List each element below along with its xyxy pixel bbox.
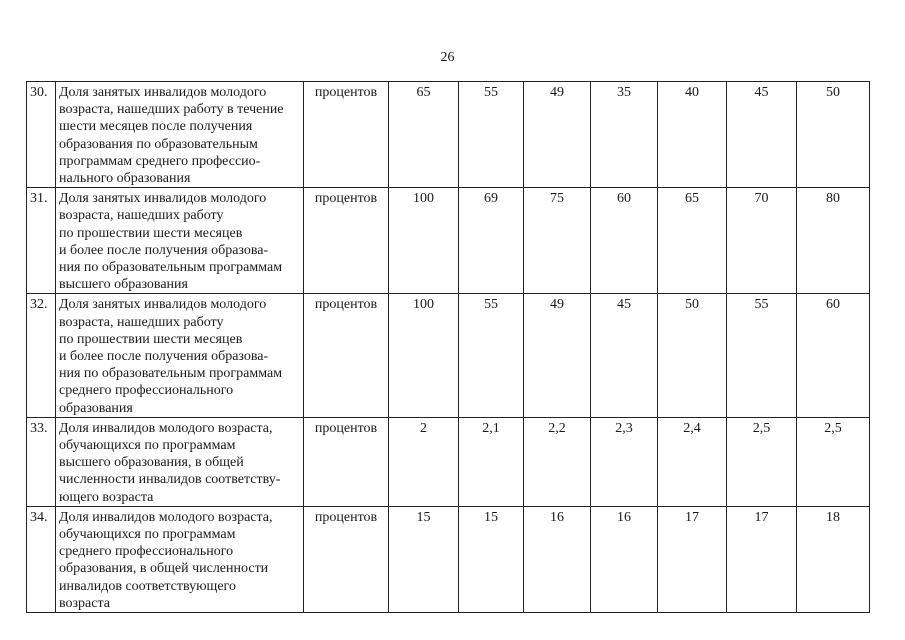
value-cell: 69	[459, 188, 524, 294]
value-cell: 2,4	[658, 417, 727, 506]
value-cell: 2,5	[797, 417, 870, 506]
value-cell: 100	[389, 294, 459, 417]
indicator-description: Доля занятых инвалидов молодого возраста, нашедших работу в течение шести месяцев после получения образования по образовательным программам среднего профессио- нального образования	[56, 82, 304, 188]
value-cell: 50	[658, 294, 727, 417]
value-cell: 16	[591, 506, 658, 612]
value-cell: 65	[658, 188, 727, 294]
value-cell: 49	[524, 82, 591, 188]
value-cell: 100	[389, 188, 459, 294]
indicator-description: Доля инвалидов молодого возраста, обучающихся по программам высшего образования, в общей численности инвалидов соответству- ющего возраста	[56, 417, 304, 506]
value-cell: 75	[524, 188, 591, 294]
value-cell: 55	[459, 82, 524, 188]
value-cell: 2	[389, 417, 459, 506]
value-cell: 65	[389, 82, 459, 188]
value-cell: 15	[459, 506, 524, 612]
row-number: 34.	[27, 506, 56, 612]
value-cell: 18	[797, 506, 870, 612]
value-cell: 17	[727, 506, 797, 612]
row-number: 30.	[27, 82, 56, 188]
unit-cell: процентов	[304, 82, 389, 188]
row-number: 32.	[27, 294, 56, 417]
row-number: 33.	[27, 417, 56, 506]
value-cell: 2,3	[591, 417, 658, 506]
value-cell: 55	[459, 294, 524, 417]
indicator-description: Доля занятых инвалидов молодого возраста, нашедших работу по прошествии шести месяцев и более после получения образова- ния по образовательным программам высшего образования	[56, 188, 304, 294]
value-cell: 2,2	[524, 417, 591, 506]
value-cell: 45	[727, 82, 797, 188]
table-row	[27, 188, 870, 294]
value-cell: 50	[797, 82, 870, 188]
value-cell: 17	[658, 506, 727, 612]
value-cell: 35	[591, 82, 658, 188]
value-cell: 15	[389, 506, 459, 612]
row-number: 31.	[27, 188, 56, 294]
indicator-description: Доля занятых инвалидов молодого возраста, нашедших работу по прошествии шести месяцев и более после получения образова- ния по образовательным программам среднего профессионального образования	[56, 294, 304, 417]
table-row	[27, 417, 870, 506]
unit-cell: процентов	[304, 188, 389, 294]
value-cell: 60	[797, 294, 870, 417]
value-cell: 55	[727, 294, 797, 417]
unit-cell: процентов	[304, 294, 389, 417]
table-row	[27, 82, 870, 188]
unit-cell: процентов	[304, 506, 389, 612]
indicator-description: Доля инвалидов молодого возраста, обучающихся по программам среднего профессионального образования, в общей численности инвалидов соответствующего возраста	[56, 506, 304, 612]
value-cell: 49	[524, 294, 591, 417]
table-row	[27, 294, 870, 417]
value-cell: 70	[727, 188, 797, 294]
value-cell: 2,1	[459, 417, 524, 506]
page-number: 26	[440, 50, 455, 65]
value-cell: 60	[591, 188, 658, 294]
value-cell: 40	[658, 82, 727, 188]
value-cell: 16	[524, 506, 591, 612]
unit-cell: процентов	[304, 417, 389, 506]
table-row	[27, 506, 870, 612]
value-cell: 2,5	[727, 417, 797, 506]
value-cell: 80	[797, 188, 870, 294]
indicators-table	[26, 81, 870, 613]
value-cell: 45	[591, 294, 658, 417]
